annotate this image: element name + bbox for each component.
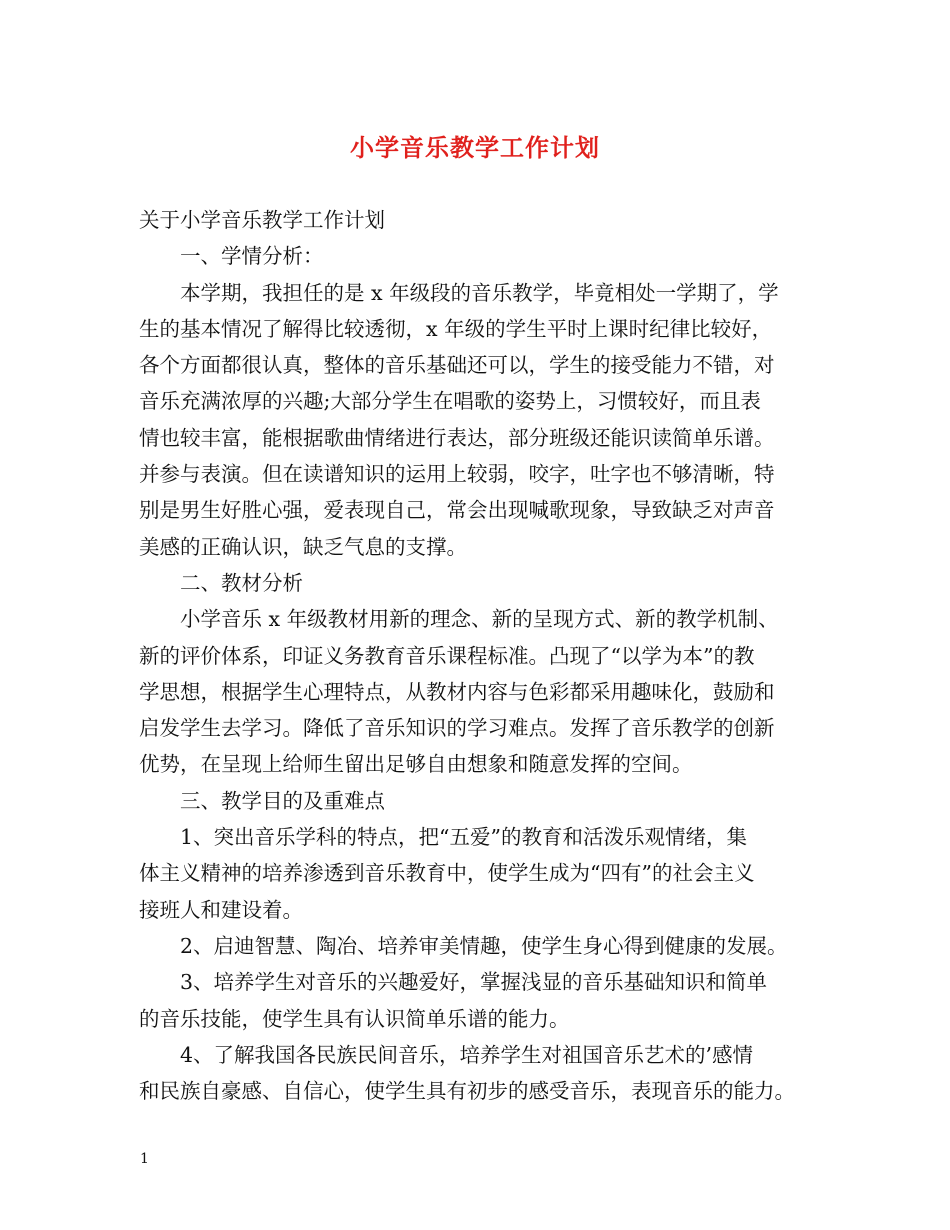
text-line: 美感的正确认识，缺乏气息的支撑。 [139,534,467,559]
text-line: 生的基本情况了解得比较透彻，x 年级的学生平时上课时纪律比较好， [139,316,773,341]
text-line: 三、教学目的及重难点 [180,788,385,813]
text-line: 一、学情分析： [180,244,324,269]
text-line: 关于小学音乐教学工作计划 [139,208,385,232]
text-line: 新的评价体系，印证义务教育音乐课程标准。凸现了“以学为本”的教 [139,643,755,668]
text-line: 音乐充满浓厚的兴趣;大部分学生在唱歌的姿势上，习惯较好，而且表 [139,389,761,414]
text-line: 接班人和建设着。 [139,897,303,922]
text-line: 体主义精神的培养渗透到音乐教育中，使学生成为“四有”的社会主义 [139,861,755,886]
text-line: 2、启迪智慧、陶冶、培养审美情趣，使学生身心得到健康的发展。 [180,933,788,958]
text-line: 并参与表演。但在读谱知识的运用上较弱，咬字，吐字也不够清晰，特 [139,462,775,487]
text-line: 各个方面都很认真，整体的音乐基础还可以，学生的接受能力不错，对 [139,353,775,378]
text-line: 4、了解我国各民族民间音乐，培养学生对祖国音乐艺术的’感情 [180,1042,754,1067]
text-line: 二、教材分析 [180,570,303,595]
text-line: 学思想，根据学生心理特点，从教材内容与色彩都采用趣味化，鼓励和 [139,679,775,704]
text-line: 别是男生好胜心强，爱表现自己，常会出现喊歌现象，导致缺乏对声音 [139,498,775,523]
text-line: 小学音乐 x 年级教材用新的理念、新的呈现方式、新的教学机制、 [180,607,779,632]
page-title: 小学音乐教学工作计划 [350,133,600,162]
page-number: 1 [140,1151,149,1167]
text-line: 3、培养学生对音乐的兴趣爱好，掌握浅显的音乐基础知识和简单 [180,970,768,995]
document-body [139,202,829,1109]
text-line: 1、突出音乐学科的特点，把“五爱”的教育和活泼乐观情绪，集 [180,825,748,850]
text-line: 本学期，我担任的是 x 年级段的音乐教学，毕竟相处一学期了，学 [180,280,779,305]
text-line: 的音乐技能，使学生具有认识简单乐谱的能力。 [139,1006,570,1031]
text-line: 和民族自豪感、自信心，使学生具有初步的感受音乐，表现音乐的能力。 [139,1079,795,1104]
text-line: 启发学生去学习。降低了音乐知识的学习难点。发挥了音乐教学的创新 [139,716,775,741]
text-line: 优势，在呈现上给师生留出足够自由想象和随意发挥的空间。 [139,752,693,777]
text-line: 情也较丰富，能根据歌曲情绪进行表达，部分班级还能识读简单乐谱。 [139,425,775,450]
